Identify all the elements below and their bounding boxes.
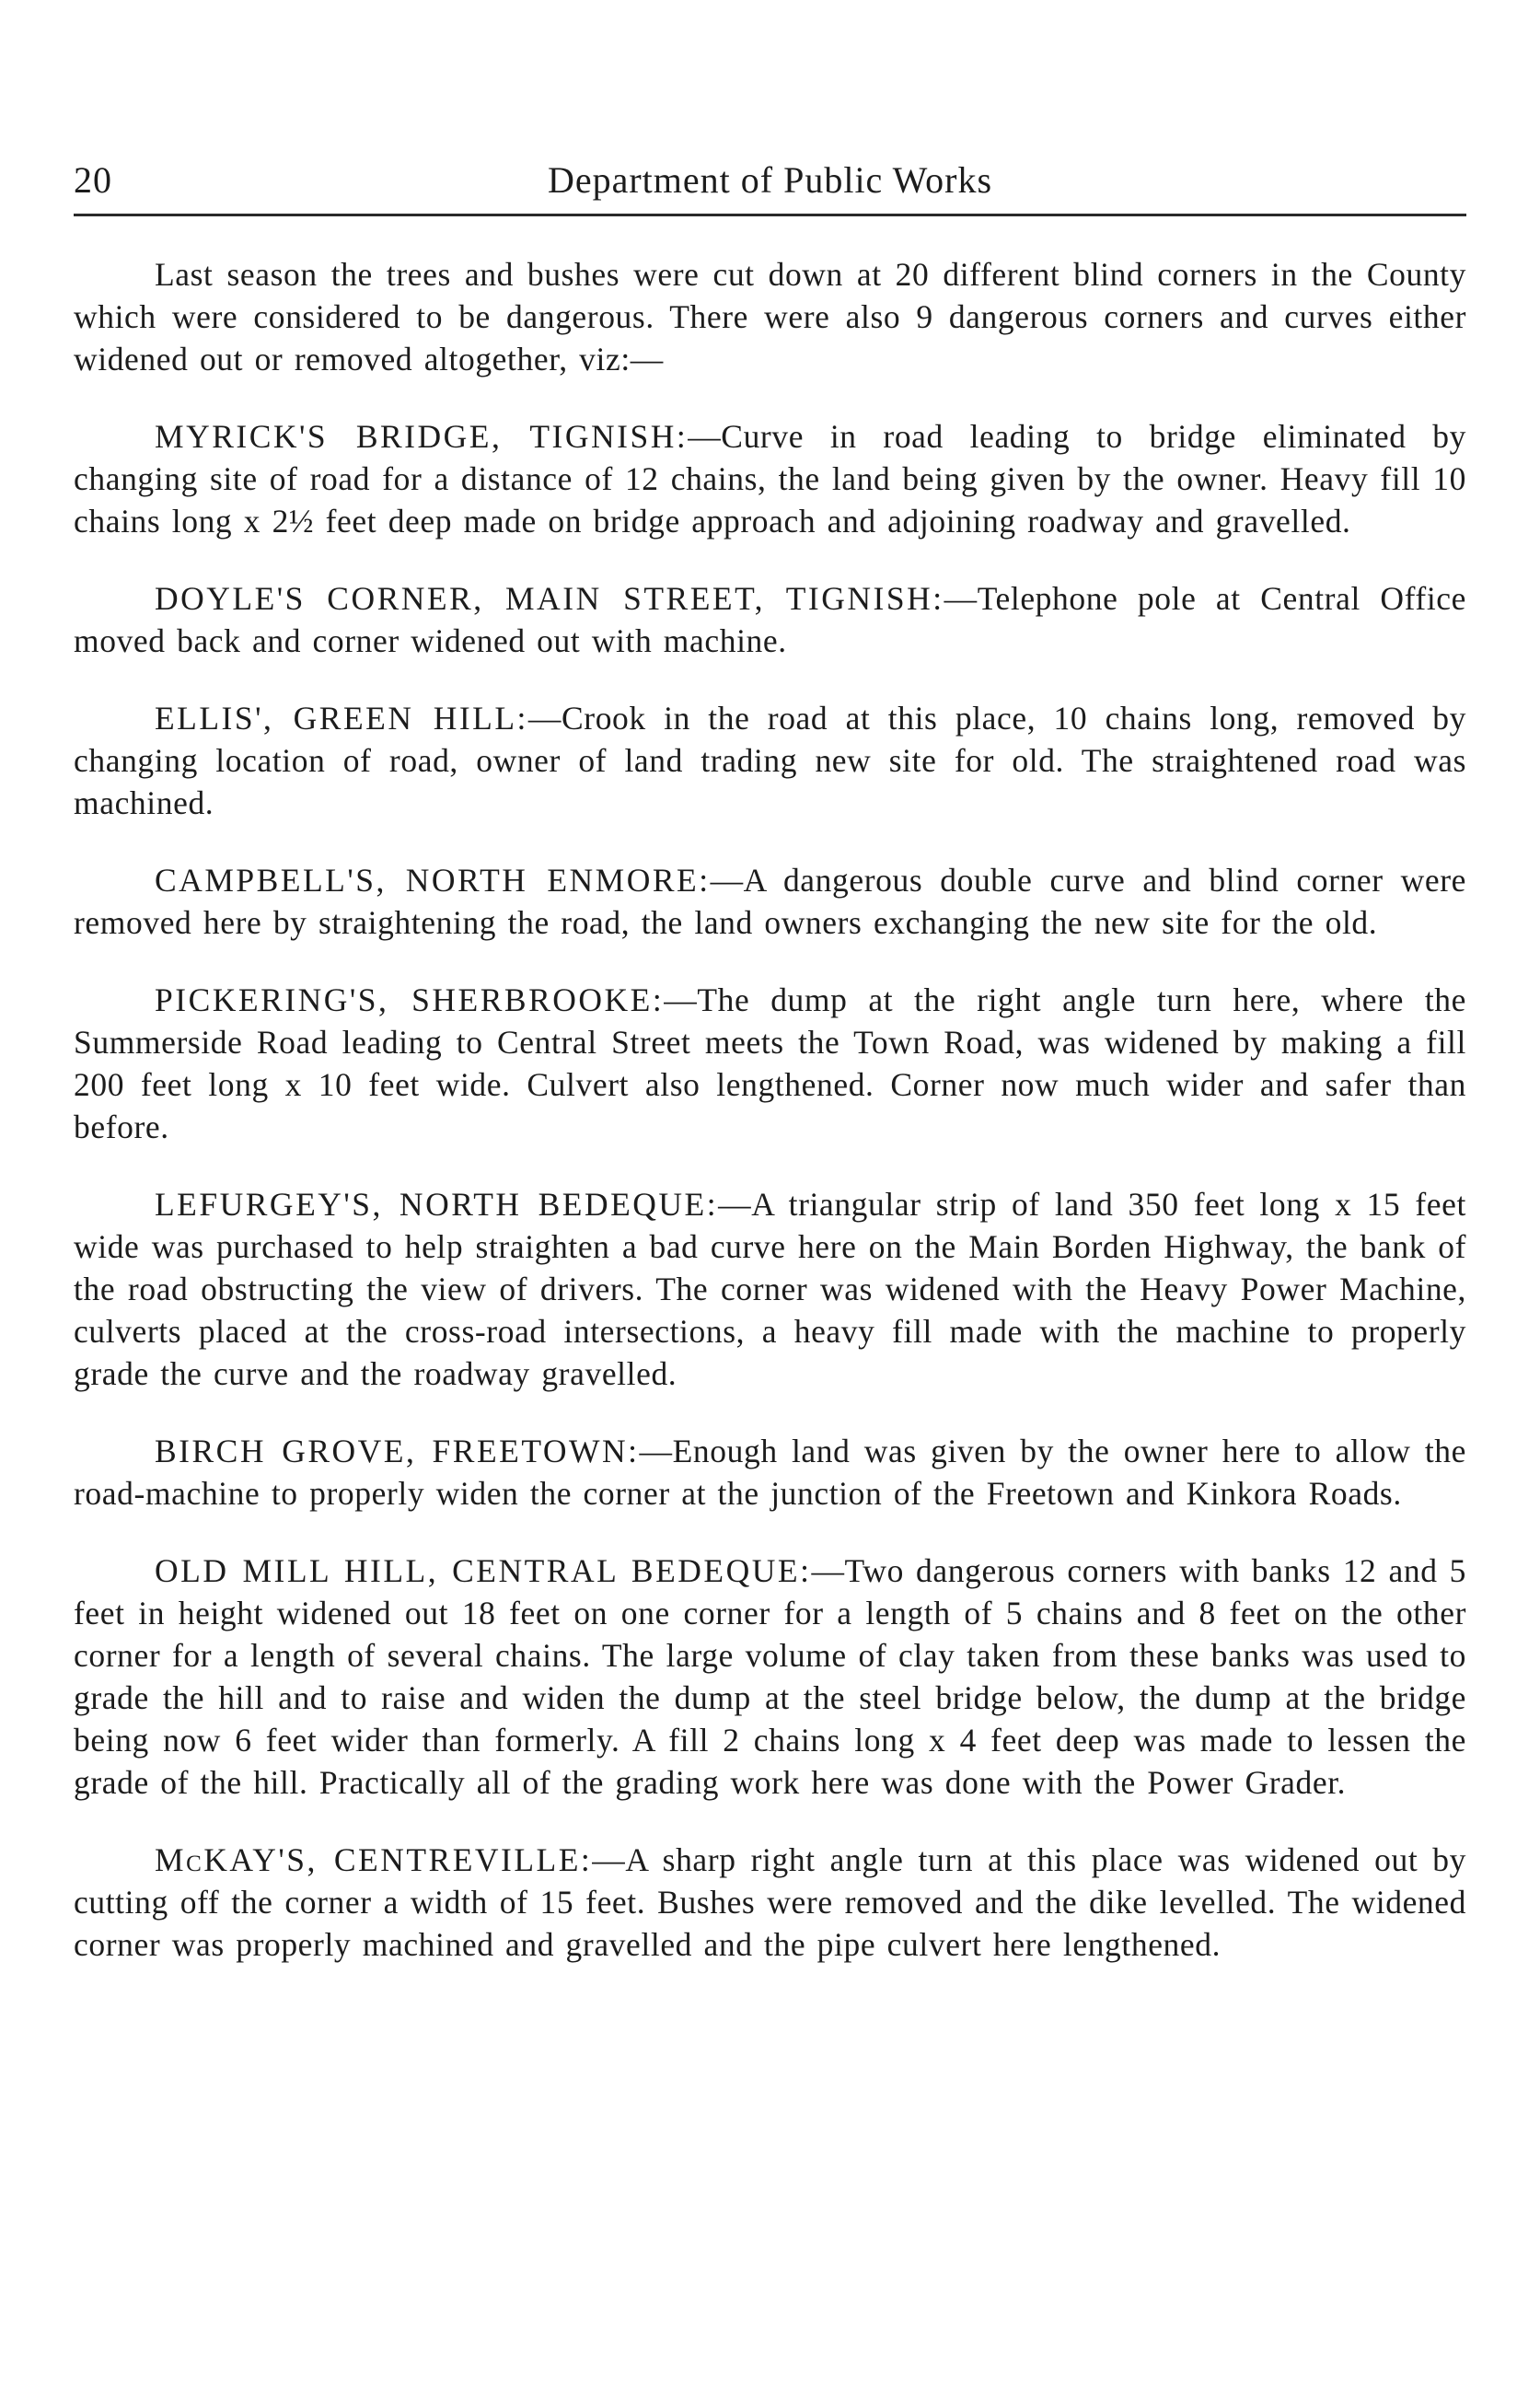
entry-heading: McKAY'S, CENTREVILLE: <box>155 1841 593 1878</box>
entry-text: —A sharp right angle turn at this place was widened out by cutting off the corner a width of 15 feet. Bushes were removed and the dike levelled. The widened corner was properly machined and gravelled and the pipe culvert here lengthened. <box>74 1841 1467 1963</box>
page-header <box>74 147 1466 216</box>
entry-text: —A triangular strip of land 350 feet long x 15 feet wide was purchased to help straighten a bad curve here on the Main Borden Highway, the bank of the road obstructing the view of drivers. The corner was widened with the Heavy Power Machine, culverts placed at the cross-road intersections, a heavy fill made with the machine to properly grade the curve and the roadway gravelled. <box>74 1186 1466 1392</box>
entry-heading: BIRCH GROVE, FREETOWN: <box>155 1433 640 1469</box>
entry-text: —Two dangerous corners with banks 12 and 5 feet in height widened out 18 feet on one corner for a length of 5 chains and 8 feet on the other corner for a length of several chains. The large volume of clay taken from these banks was used to grade the hill and to raise and widen the dump at the steel bridge below, the dump at the bridge being now 6 feet wider than formerly. A fill 2 chains long x 4 feet deep was made to lessen the grade of the hill. Practically all of the grading work here was done with the Power Grader. <box>74 1552 1466 1801</box>
entry-text: —The dump at the right angle turn here, where the Summerside Road leading to Central Street meets the Town Road, was widened by making a fill 200 feet long x 10 feet wide. Culvert also lengthened. Corner now much wider and safer than before. <box>74 981 1466 1145</box>
intro-paragraph: Last season the trees and bushes were cut down at 20 different blind corners in the County which were considered to be dangerous. There were also 9 dangerous corners and curves either widened out or removed altogether, viz:— <box>74 256 1466 377</box>
entry-text: —A dangerous double curve and blind corner were removed here by straightening the road, the land owners exchanging the new site for the old. <box>74 862 1466 941</box>
entry-heading: MYRICK'S BRIDGE, TIGNISH: <box>155 418 689 455</box>
entry-heading: PICKERING'S, SHERBROOKE: <box>155 981 665 1018</box>
entry-paragraph <box>74 577 1466 662</box>
entry-heading: DOYLE'S CORNER, MAIN STREET, TIGNISH: <box>155 580 944 617</box>
entry-paragraph <box>74 415 1466 542</box>
entry-paragraph <box>74 1183 1466 1395</box>
page-body <box>74 253 1466 1966</box>
entry-text: —Telephone pole at Central Office moved back and corner widened out with machine. <box>74 580 1466 659</box>
entry-heading: OLD MILL HILL, CENTRAL BEDEQUE: <box>155 1552 812 1589</box>
entry-text: —Crook in the road at this place, 10 chains long, removed by changing location of road, owner of land trading new site for old. The straightened road was machined. <box>74 700 1466 821</box>
running-title: Department of Public Works <box>547 159 993 201</box>
entry-paragraph <box>74 1430 1466 1515</box>
entry-paragraph <box>74 697 1466 824</box>
entry-paragraph <box>74 1839 1466 1966</box>
document-page <box>74 147 1466 2001</box>
page-number: 20 <box>74 159 112 201</box>
entry-paragraph <box>74 1550 1466 1804</box>
entry-text: —Curve in road leading to bridge eliminated by changing site of road for a distance of 12 chains, the land being given by the owner. Heavy fill 10 chains long x 2½ feet deep made on bridge approach and adjoining roadway and gravelled. <box>74 418 1466 540</box>
entry-text: —Enough land was given by the owner here to allow the road-machine to properly widen the corner at the junction of the Freetown and Kinkora Roads. <box>74 1433 1466 1512</box>
entry-paragraph <box>74 859 1466 944</box>
entry-heading: LEFURGEY'S, NORTH BEDEQUE: <box>155 1186 719 1223</box>
entry-heading: CAMPBELL'S, NORTH ENMORE: <box>155 862 711 899</box>
entry-paragraph <box>74 979 1466 1148</box>
entry-heading: ELLIS', GREEN HILL: <box>155 700 528 737</box>
